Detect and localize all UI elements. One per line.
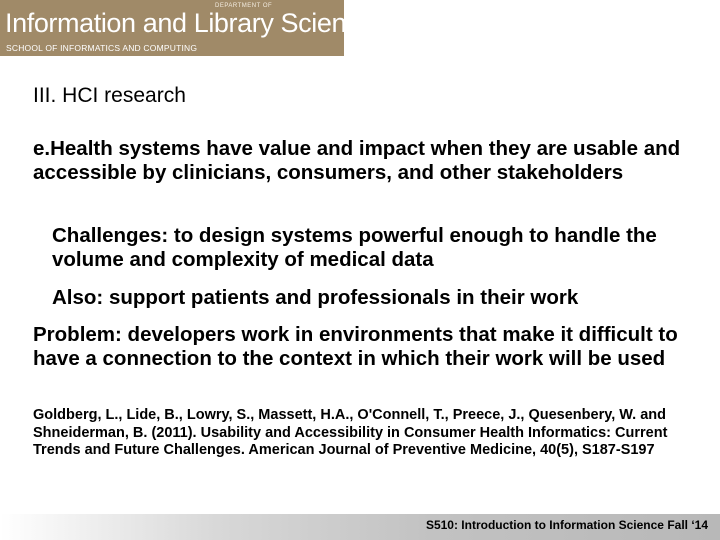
- logo-department-label: DEPARTMENT OF: [215, 3, 273, 9]
- footer-course-label: S510: Introduction to Information Science Fall ‘14: [425, 518, 708, 532]
- department-logo: [0, 0, 374, 56]
- sub-bullet-challenges: Challenges: to design systems powerful enough to handle the volume and complexity of medical data: [52, 224, 657, 271]
- sub-bullet-support: Also: support patients and professionals in their work: [52, 286, 579, 309]
- bullet-problem: Problem: developers work in environments that make it difficult to have a connection to the context in which their work will be used: [33, 323, 678, 370]
- slide-title: III. HCI research: [33, 84, 186, 107]
- logo-name: Information and Library Science: [5, 8, 374, 38]
- bullet-ehealth-value: e.Health systems have value and impact when they are usable and accessible by clinicians, consumers, and other stakeholders: [33, 137, 681, 184]
- logo-school: SCHOOL OF INFORMATICS AND COMPUTING: [6, 43, 198, 53]
- citation: Goldberg, L., Lide, B., Lowry, S., Massett, H.A., O'Connell, T., Preece, J., Quesenbery, W. and Shneiderman, B. (2011). Usability and Accessibility in Consumer Health Informatics: Current Trends and Future Challenges. American Journal of Preventive Medicine, 40(5), S187-S197: [33, 407, 668, 458]
